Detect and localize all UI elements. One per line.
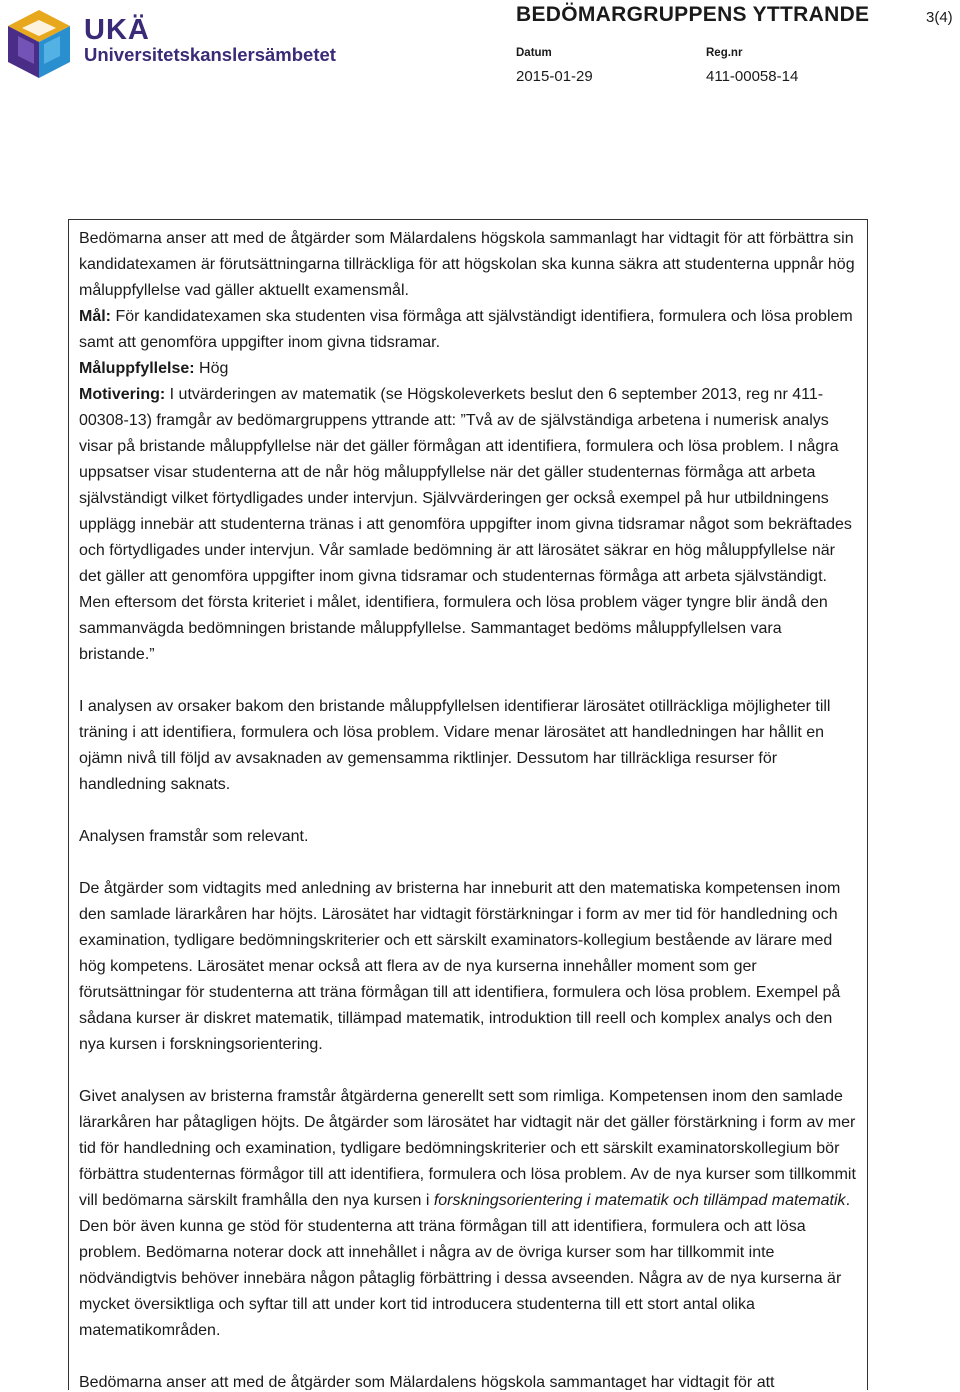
goal-label: Mål: — [79, 308, 111, 325]
assessment-text-box — [68, 219, 868, 1390]
org-abbreviation: UKÄ — [84, 14, 150, 46]
paragraph-conclusion: Bedömarna anser att med de åtgärder som Mälardalens högskola sammanlagt har vidtagit för att förbättra sin kandidatexamen är förutsättningarna tillräckliga för att högskolan ska kunna säkra att studenterna uppnår hög måluppfyllelse vad gäller aktuellt examensmål. — [79, 230, 855, 299]
fulfillment-label: Måluppfyllelse: — [79, 360, 195, 377]
fulfillment-paragraph — [79, 356, 859, 382]
paragraph-analysis: I analysen av orsaker bakom den bristande måluppfyllelsen identifierar lärosätet otillräckliga möjligheter till träning i att identifiera, formulera och lösa problem. Vidare menar lärosätet att handledningen har hållit en ojämn nivå till följd av avsaknaden av gemensamma riktlinjer. Dessutom har tillräckliga resurser för handledning saknats. — [79, 698, 831, 793]
motivation-label: Motivering: — [79, 386, 166, 403]
motivation-paragraph — [79, 382, 859, 668]
evaluation-text-b: . Den bör även kunna ge stöd för studenterna att träna förmågan till att identifiera, formulera och att lösa problem. Bedömarna noterar dock att innehållet i några av de övriga kurser som har tillkommit inte nödvändigtvis behöver innebära någon påtaglig förbättring i dessa avseenden. Några av de nya kurserna är mycket översiktliga och syftar till att under kort tid introducera studenterna till ett stort antal olika matematikområden. — [79, 1192, 851, 1339]
page-number: 3(4) — [926, 9, 953, 26]
regnr-label: Reg.nr — [706, 47, 743, 59]
paragraph-evaluation — [79, 1084, 859, 1344]
fulfillment-value: Hög — [194, 360, 229, 377]
course-name-italic: forskningsorientering i matematik och tillämpad matematik — [433, 1192, 846, 1209]
paragraph-relevance: Analysen framstår som relevant. — [79, 828, 309, 845]
uka-cube-logo-icon — [4, 6, 74, 80]
document-type-title: BEDÖMARGRUPPENS YTTRANDE — [516, 3, 870, 26]
goal-text: För kandidatexamen ska studenten visa förmåga att självständigt identifiera, formulera och lösa problem samt att genomföra uppgifter inom givna tidsramar. — [79, 308, 853, 351]
evaluation-text-a: Givet analysen av bristerna framstår åtgärderna generellt sett som rimliga. Kompetensen inom den samlade lärarkåren har påtagligen höjts. De åtgärder som lärosätet har vidtagit när det gäller förstärkning i form av mer tid för handledning och examination, tydligare bedömningskriterier och ett särskilt examinatorskollegium bör förbättra studenternas förmågor till att identifiera, formulera och lösa problem. Av de nya kurser som tillkommit vill bedömarna särskilt framhålla den nya kursen i — [79, 1088, 856, 1209]
date-label: Datum — [516, 47, 552, 59]
org-name: Universitetskanslersämbetet — [84, 44, 336, 65]
goal-paragraph — [79, 304, 859, 356]
motivation-text: I utvärderingen av matematik (se Högskoleverkets beslut den 6 september 2013, reg nr 411-00308-13) framgår av bedömargruppens yttrande att: ”Två av de självständiga arbetena i numerisk analys visar på bristande måluppfyllelse när det gäller förmågan att identifiera, formulera och lösa problem. I några uppsatser visar studenterna att de når hög måluppfyllelse när det gäller studenternas förmåga att arbeta självständigt vilket förtydligades under intervjun. Självvärderingen ger också exempel på hur utbildningens upplägg innebär att studenterna tränas i att genomföra uppgifter inom givna tidsramar något som bekräftades och förtydligades under intervjun. Vår samlade bedömning är att lärosätet säkrar en hög måluppfyllelse när det gäller att genomföra uppgifter inom givna tidsramar och studenternas förmåga att arbeta självständigt. Men eftersom det första kriteriet i målet, identifiera, formulera och lösa problem väger tyngre blir ändå den sammanvägda bedömningen bristande måluppfyllelse. Sammantaget bedöms måluppfyllelsen vara bristande.” — [79, 386, 852, 663]
paragraph-final-conclusion: Bedömarna anser att med de åtgärder som Mälardalens högskola sammantaget har vidtagit för att — [79, 1374, 775, 1390]
assessment-body — [79, 226, 859, 1390]
paragraph-measures: De åtgärder som vidtagits med anledning av bristerna har inneburit att den matematiska kompetensen inom den samlade lärarkåren har höjts. Lärosätet har vidtagit förstärkningar i form av mer tid för handledning och examination, tydligare bedömningskriterier och ett särskilt examinators-kollegium bestående av lärare med hög kompetens. Lärosätet menar också att flera av de nya kurserna innehåller moment som ger förutsättningar för studenterna att träna förmågan till att identifiera, formulera och lösa problem. Exempel på sådana kurser är diskret matematik, tillämpad matematik, introduktion till reell och komplex analys och den nya kursen i forskningsorientering. — [79, 880, 841, 1053]
date-value: 2015-01-29 — [516, 68, 593, 85]
regnr-value: 411-00058-14 — [706, 68, 799, 85]
